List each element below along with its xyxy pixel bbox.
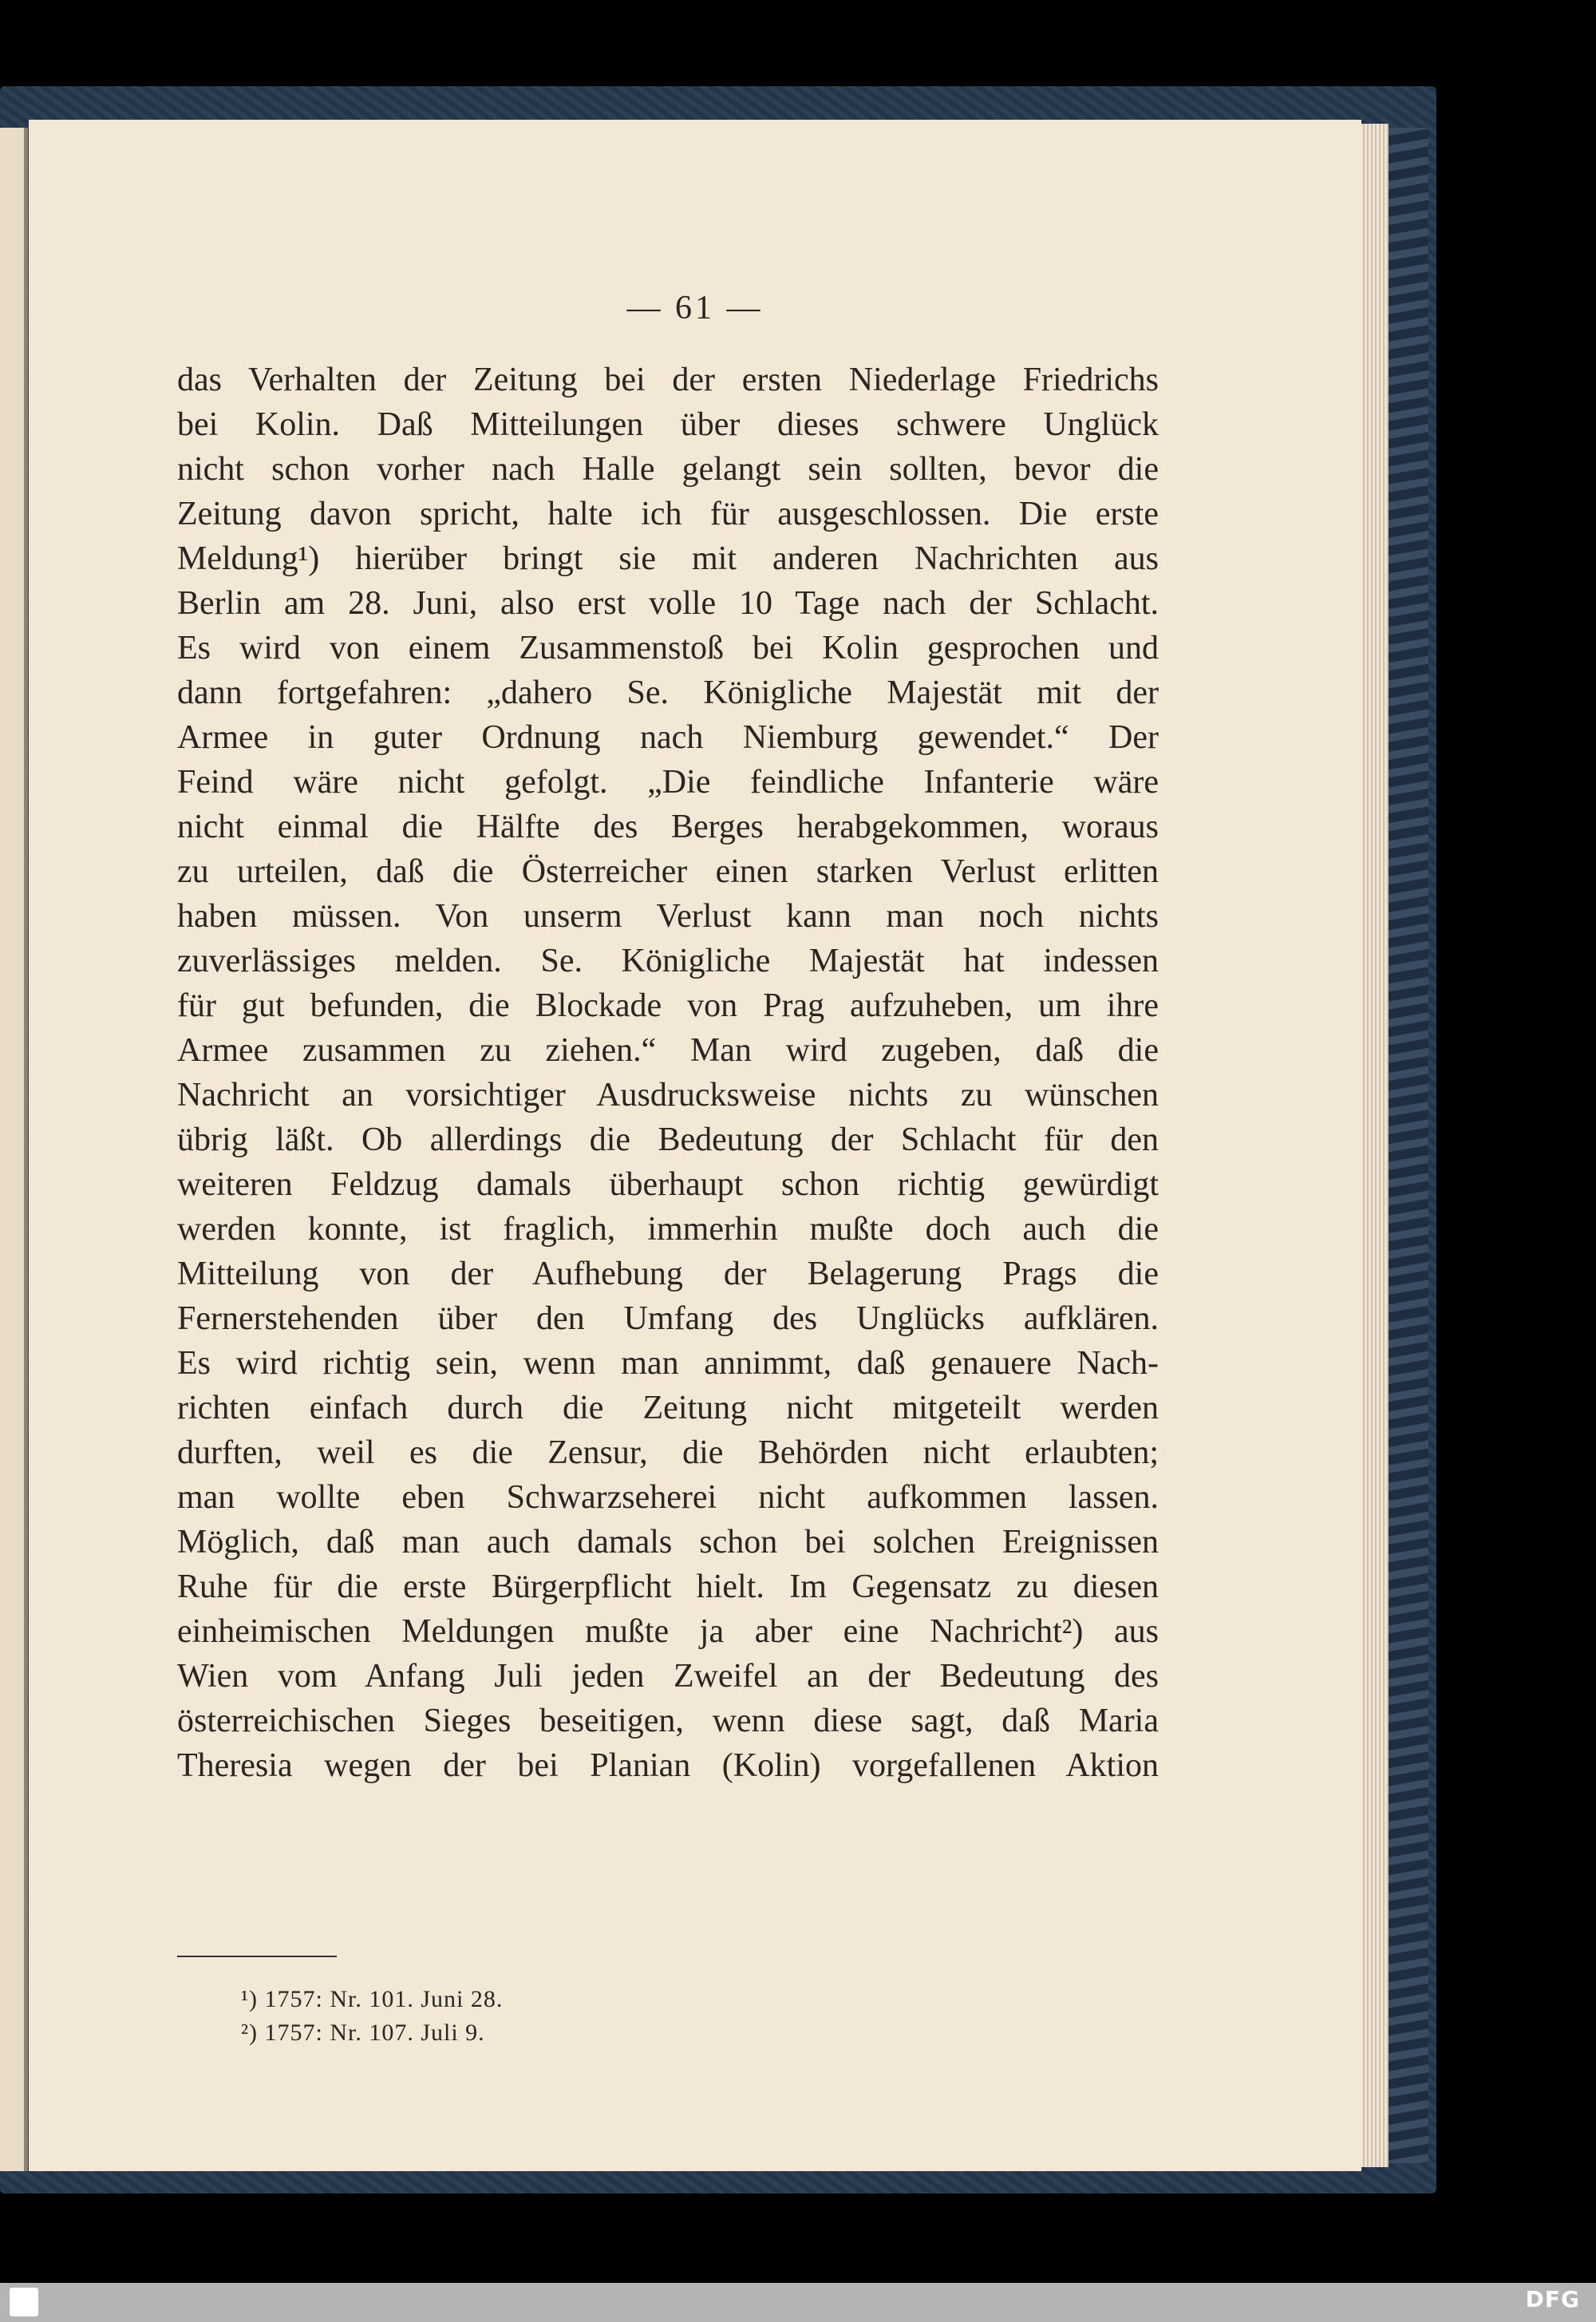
text-line: zu urteilen, daß die Österreicher einen starken Verlust erlitten	[177, 853, 1159, 890]
dfg-logo: DFG	[1525, 2286, 1580, 2312]
text-line: zuverlässiges melden. Se. Königliche Majestät hat indessen	[177, 943, 1159, 979]
page-number: — 61 —	[626, 290, 764, 326]
text-line: übrig läßt. Ob allerdings die Bedeutung der Schlacht für den	[177, 1121, 1159, 1158]
text-line: österreichischen Sieges beseitigen, wenn diese sagt, daß Maria	[177, 1703, 1159, 1739]
text-line: Wien vom Anfang Juli jeden Zweifel an der Bedeutung des	[177, 1658, 1159, 1695]
text-line: man wollte eben Schwarzseherei nicht aufkommen lassen.	[177, 1479, 1159, 1516]
page-stack-edge	[1357, 124, 1389, 2167]
body-text	[177, 358, 1159, 1788]
text-line: das Verhalten der Zeitung bei der ersten Niederlage Friedrichs	[177, 362, 1159, 398]
text-line: richten einfach durch die Zeitung nicht mitgeteilt werden	[177, 1390, 1159, 1426]
viewer-bottom-bar	[0, 2283, 1596, 2322]
footnote-rule	[177, 1956, 337, 1957]
text-line: durften, weil es die Zensur, die Behörden nicht erlaubten;	[177, 1434, 1159, 1471]
text-line: haben müssen. Von unserm Verlust kann man noch nichts	[177, 898, 1159, 935]
text-line: Mitteilung von der Aufhebung der Belagerung Prags die	[177, 1256, 1159, 1292]
text-line: Nachricht an vorsichtiger Ausdrucksweise nichts zu wünschen	[177, 1077, 1159, 1114]
text-line: Armee in guter Ordnung nach Niemburg gewendet.“ Der	[177, 719, 1159, 756]
text-line: dann fortgefahren: „dahero Se. Königliche Majestät mit der	[177, 674, 1159, 711]
text-line: für gut befunden, die Blockade von Prag aufzuheben, um ihre	[177, 987, 1159, 1024]
text-line: Feind wäre nicht gefolgt. „Die feindliche Infanterie wäre	[177, 764, 1159, 801]
text-line: Armee zusammen zu ziehen.“ Man wird zugeben, daß die	[177, 1032, 1159, 1069]
text-line: nicht schon vorher nach Halle gelangt sein sollten, bevor die	[177, 451, 1159, 488]
footnote-1: ¹) 1757: Nr. 101. Juni 28.	[241, 1986, 504, 2012]
book-page	[29, 120, 1361, 2171]
text-line: Ruhe für die erste Bürgerpflicht hielt. Im Gegensatz zu diesen	[177, 1568, 1159, 1605]
text-line: Fernerstehenden über den Umfang des Unglücks aufklären.	[177, 1300, 1159, 1337]
library-logo	[10, 2288, 38, 2316]
facing-page-edge	[0, 128, 24, 2171]
text-line: Es wird richtig sein, wenn man annimmt, daß genauere Nach-	[177, 1345, 1159, 1382]
text-line: Zeitung davon spricht, halte ich für ausgeschlossen. Die erste	[177, 496, 1159, 532]
text-line: Theresia wegen der bei Planian (Kolin) vorgefallenen Aktion	[177, 1747, 1159, 1784]
text-line: bei Kolin. Daß Mitteilungen über dieses schwere Unglück	[177, 406, 1159, 443]
text-line: nicht einmal die Hälfte des Berges herabgekommen, woraus	[177, 809, 1159, 845]
text-line: einheimischen Meldungen mußte ja aber eine Nachricht²) aus	[177, 1613, 1159, 1650]
footnote-2: ²) 1757: Nr. 107. Juli 9.	[241, 2019, 485, 2046]
text-line: Berlin am 28. Juni, also erst volle 10 Tage nach der Schlacht.	[177, 585, 1159, 622]
text-line: Möglich, daß man auch damals schon bei solchen Ereignissen	[177, 1524, 1159, 1561]
text-line: werden konnte, ist fraglich, immerhin mußte doch auch die	[177, 1211, 1159, 1248]
gutter-shadow	[24, 128, 28, 2171]
book-cover-edge	[1389, 128, 1428, 2163]
text-line: weiteren Feldzug damals überhaupt schon richtig gewürdigt	[177, 1166, 1159, 1203]
text-line: Meldung¹) hierüber bringt sie mit anderen Nachrichten aus	[177, 540, 1159, 577]
text-line: Es wird von einem Zusammenstoß bei Kolin gesprochen und	[177, 630, 1159, 667]
